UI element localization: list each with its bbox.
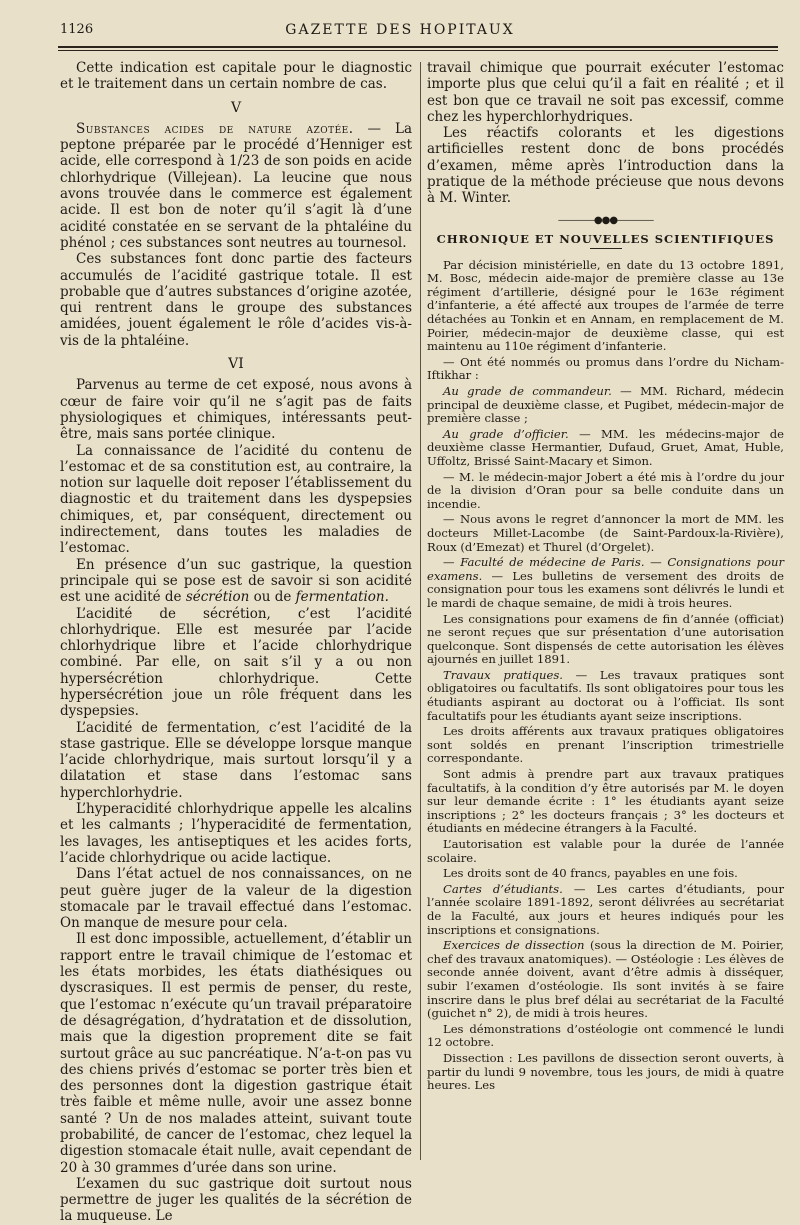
paragraph: La connaissance de l’acidité du contenu de l’estomac et de sa constitution est, au contraire, la notion sur laquelle doit reposer l’établissement du diagnostic et du traitement dans les dyspepsies chimiques, et, par conséquent, directement ou indirectement, dans toutes les maladies de l’estomac. [60, 442, 412, 557]
paragraph: Cette indication est capitale pour le diagnostic et le traitement dans un certain nombre de cas. [60, 60, 412, 93]
paragraph: L’examen du suc gastrique doit surtout nous permettre de juger les qualités de la sécrétion de la muqueuse. Le [60, 1175, 412, 1225]
news-item: — Nous avons le regret d’annoncer la mort de MM. les docteurs Millet-Lacombe (de Saint-Pardoux-la-Rivière), Roux (d’Emezat) et Thurel (d’Orgelet). [427, 512, 784, 554]
news-item: L’autorisation est valable pour la durée de l’année scolaire. [427, 837, 784, 865]
news-item: Les démonstrations d’ostéologie ont commencé le lundi 12 octobre. [427, 1021, 784, 1050]
column-separator [420, 62, 421, 1160]
right-column [427, 60, 784, 1165]
paragraph: Il est donc impossible, actuellement, d’établir un rapport entre le travail chimique de l’estomac et les états morbides, les états diathésiques ou dyscrasiques. Il est permis de penser, du reste, que l’estomac n’exécute qu’un travail préparatoire de désagrégation, d’hydratation et de dissolution, mais que la digestion proprement dite se fait surtout grâce au suc pancréatique. N’a-t-on pas vu des chiens privés d’estomac se porter très bien et des personnes dont la digestion gastrique était très faible et même nulle, avoir une assez bonne santé ? Un de nos malades atteint, suivant toute probabilité, de cancer de l’estomac, chez lequel la digestion stomacale était nulle, avait cependant de 20 à 30 grammes d’urée dans son urine. [60, 931, 412, 1176]
header-rule [58, 46, 778, 48]
news-item: — Faculté de médecine de Paris. — Consignations pour examens. — Les bulletins de versement des droits de consignation pour tous les examens sont délivrés le lundi et le mardi de chaque semaine, de midi à trois heures. [427, 555, 785, 610]
section-ornament: ————●●●———— [557, 214, 654, 226]
paragraph: Substances acides de nature azotée. — La peptone préparée par le procédé d’Henniger est acide, elle correspond à 1/23 de son poids en acide chlorhydrique (Villejean). La leucine que nous avons trouvée dans le commerce est également acide. Il est bon de noter qu’il s’agit là d’une acidité constatée en se servant de la phtaléine du phénol ; ces substances sont neutres au tournesol. [60, 120, 412, 251]
section-number-v: V [230, 99, 242, 116]
news-item: Exercices de dissection (sous la direction de M. Poirier, chef des travaux anatomiques). — Ostéologie : Les élèves de seconde année doivent, avant d’être admis à disséquer, subir l’examen d’ostéologie. Ils sont invités à se faire inscrire dans le plus bref délai au secrétariat de la Faculté (guichet n° 2), de midi à trois heures. [427, 938, 784, 1021]
left-column [60, 60, 412, 1225]
news-item: Au grade d’officier. — MM. les médecins-major de deuxième classe Hermantier, Dufaud, Gruet, Amat, Huble, Uffoltz, Brissé Saint-Macary et Simon. [427, 426, 784, 468]
paragraph: En présence d’un suc gastrique, la question principale qui se pose est de savoir si son acidité est une acidité de sécrétion ou de fermentation. [60, 556, 412, 606]
news-item: Les droits afférents aux travaux pratiques obligatoires sont soldés en prenant l’inscription trimestrielle correspondante. [427, 724, 784, 766]
paragraph: Parvenus au terme de cet exposé, nous avons à cœur de faire voir qu’il ne s’agit pas de faits physiologiques et chimiques, intéressants peut-être, mais sans portée clinique. [60, 377, 412, 443]
news-item: Au grade de commandeur. — MM. Richard, médecin principal de deuxième classe, et Pugibet, médecin-major de première classe ; [427, 384, 784, 426]
paragraph: travail chimique que pourrait exécuter l’estomac importe plus que celui qu’il a fait en réalité ; et il est bon que ce travail ne soit pas excessif, comme chez les hyperchlorhydriques. [427, 60, 784, 125]
news-item: Travaux pratiques. — Les travaux pratiques sont obligatoires ou facultatifs. Ils sont obligatoires pour tous les étudiants aspirant au doctorat ou à l’officiat. Ils sont facultatifs pour les étudiants ayant seize inscriptions. [427, 667, 785, 723]
heading-rule [590, 248, 622, 249]
news-item: Les droits sont de 40 francs, payables en une fois. [443, 866, 738, 881]
paragraph: Dans l’état actuel de nos connaissances, on ne peut guère juger de la valeur de la digestion stomacale par le travail effectué dans l’estomac. On manque de mesure pour cela. [60, 866, 412, 932]
chronicle-heading: CHRONIQUE ET NOUVELLES SCIENTIFIQUES [436, 231, 775, 246]
section-number-vi: VI [228, 356, 244, 373]
news-item: Dissection : Les pavillons de dissection seront ouverts, à partir du lundi 9 novembre, tous les jours, de midi à quatre heures. Les [427, 1050, 784, 1093]
news-item: — Ont été nommés ou promus dans l’ordre du Nicham-Iftikhar : [427, 354, 784, 383]
news-item: Les consignations pour examens de fin d’année (officiat) ne seront reçues que sur présentation d’une autorisation quelconque. Sont dispensés de cette autorisation les élèves ajournés en juillet 1891. [427, 611, 784, 667]
header-rule-thin [58, 50, 778, 51]
news-item: Sont admis à prendre part aux travaux pratiques facultatifs, à la condition d’y être autorisés par M. le doyen sur leur demande écrite : 1° les étudiants ayant seize inscriptions ; 2° les docteurs français ; 3° les docteurs et étudiants en médecine étrangers à la Faculté. [427, 767, 784, 836]
paragraph: Les réactifs colorants et les digestions artificielles restent donc de bons procédés d’examen, même après l’introduction dans la pratique de la méthode précieuse que nous devons à M. Winter. [427, 125, 784, 207]
paragraph: Ces substances font donc partie des facteurs accumulés de l’acidité gastrique totale. Il est probable que d’autres substances d’origine azotée, qui rentrent dans le groupe des substances amidées, jouent également le rôle d’acides vis-à-vis de la phtaléine. [60, 251, 412, 349]
section-lead: Substances acides de nature azotée. [76, 120, 354, 137]
news-item: — M. le médecin-major Jobert a été mis à l’ordre du jour de la division d’Oran pour sa belle conduite dans un incendie. [427, 469, 784, 511]
page-number: 1126 [60, 22, 94, 37]
paragraph: L’acidité de fermentation, c’est l’acidité de la stase gastrique. Elle se développe lorsque manque l’acide chlorhydrique, mais surtout lorsqu’il y a dilatation et stase dans l’estomac sans hyperchlorhydrie. [60, 719, 412, 801]
paragraph: L’acidité de sécrétion, c’est l’acidité chlorhydrique. Elle est mesurée par l’acide chlorhydrique libre et l’acide chlorhydrique combiné. Par elle, on sait s’il y a ou non hypersécrétion chlorhydrique. Cette hypersécrétion joue un rôle fréquent dans les dyspepsies. [60, 605, 412, 720]
news-item: Par décision ministérielle, en date du 13 octobre 1891, M. Bosc, médecin aide-major de première classe au 13e régiment d’artillerie, désigné pour le 163e régiment d’infanterie, a été affecté aux troupes de l’armée de terre détachées au Tonkin et en Annam, en remplacement de M. Poirier, médecin-major de deuxième classe, qui est maintenu au 110e régiment d’infanterie. [427, 257, 784, 354]
paragraph: L’hyperacidité chlorhydrique appelle les alcalins et les calmants ; l’hyperacidité de fermentation, les lavages, les antiseptiques et les acides forts, l’acide chlorhydrique ou acide lactique. [60, 801, 412, 866]
chronicle-body [427, 259, 784, 1093]
running-title: GAZETTE DES HOPITAUX [285, 22, 515, 38]
news-item: Cartes d’étudiants. — Les cartes d’étudiants, pour l’année scolaire 1891-1892, seront délivrées au secrétariat de la Faculté, aux jours et heures indiqués pour les inscriptions et consignations. [427, 881, 784, 937]
